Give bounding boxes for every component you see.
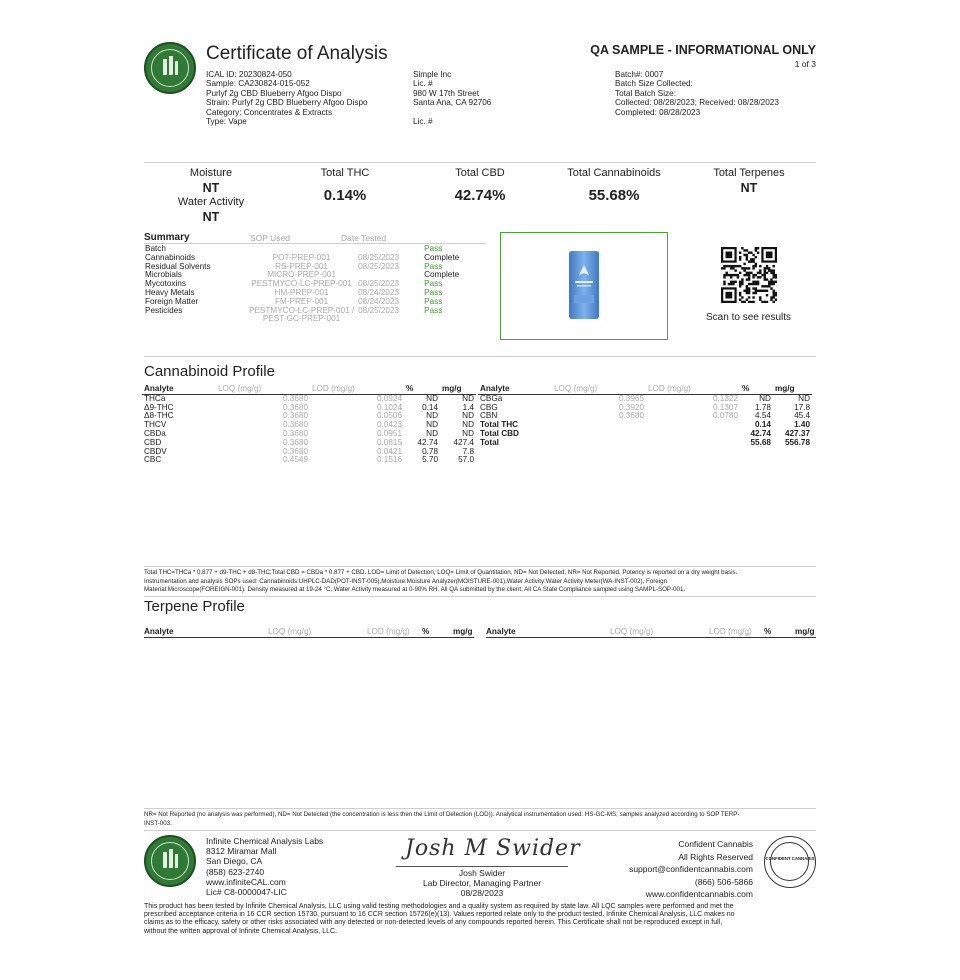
col-loq: LOQ (mg/g) [610, 627, 654, 636]
lod-cell [646, 421, 740, 430]
client-line: Santa Ana, CA 92706 [413, 98, 492, 108]
summary-result: Complete [424, 270, 460, 280]
client-line [413, 108, 491, 117]
total-cannabinoids-label: Total Cannabinoids [567, 167, 661, 179]
loq-cell: 0.3680 [282, 446, 308, 456]
summary-name [143, 315, 247, 324]
mgg-cell: 57.0 [458, 455, 474, 465]
disclaimer [144, 903, 816, 936]
product-box [569, 251, 599, 319]
total-cbd-label: Total CBD [455, 167, 505, 179]
loq-cell: 0.3920 [618, 402, 644, 412]
col-loq: LOQ (mg/g) [216, 385, 310, 394]
product-image [500, 232, 668, 340]
batch-line: Batch#: 0007 [615, 70, 664, 79]
analyte-cell: CBDV [144, 446, 167, 456]
percent-cell: 4.54 [755, 411, 771, 421]
divider [144, 566, 816, 567]
cannabinoid-table-left [142, 385, 476, 465]
divider [144, 830, 816, 831]
signer-title: Lab Director, Managing Partner [422, 878, 542, 888]
lab-line: www.infiniteCAL.com [206, 876, 286, 887]
lab-line: (858) 623-2740 [206, 866, 265, 877]
analyte-cell: CBN [480, 411, 498, 421]
lab-line: Lic# C8-0000047-LIC [206, 887, 287, 898]
total-thc-value: 0.14% [323, 187, 367, 204]
note-line: NR= Not Reported (no analysis was performed), ND= Not Detected (the concentration is less then the Limit of Detection (LOD)). Analytical instrumentation used: HS-GC-MS; samples analyzed according to SOP TERP- [144, 811, 740, 818]
terpene-header-right [486, 627, 816, 638]
percent-cell: ND [759, 393, 771, 403]
divider [144, 596, 816, 597]
cc-line: Confident Cannabis [678, 839, 753, 849]
loq-cell [552, 439, 646, 448]
water-activity-value: NT [202, 210, 220, 224]
lod-cell [646, 439, 740, 448]
mgg-cell: 17.8 [794, 402, 810, 412]
sample-line: Sample: CA230824-015-052 [206, 79, 310, 89]
loq-cell: 0.4549 [282, 455, 308, 465]
qr-caption: Scan to see results [706, 312, 792, 323]
col-loq: LOQ (mg/g) [268, 627, 312, 636]
seal-text: CONFIDENT CANNABIS [765, 856, 815, 861]
mgg-cell: 427.37 [784, 428, 810, 438]
terpene-header-left [144, 627, 474, 638]
loq-cell: 0.3680 [282, 420, 308, 430]
page-number: 1 of 3 [794, 59, 816, 69]
percent-cell: ND [426, 428, 438, 438]
sample-info [206, 70, 368, 126]
client-line: Lic. # [413, 117, 433, 127]
col-analyte: Analyte [478, 385, 552, 394]
col-loq: LOQ (mg/g) [552, 385, 646, 394]
summary-sop: POT-PREP-001 [272, 252, 331, 262]
analyte-cell: CBGa [480, 393, 503, 403]
percent-cell: 5.70 [422, 455, 438, 465]
cc-line[interactable]: support@confidentcannabis.com [629, 864, 753, 875]
percent-cell: 0.78 [422, 446, 438, 456]
col-lod: LOD (mg/g) [310, 385, 404, 394]
mgg-cell: 556.78 [784, 437, 810, 447]
percent-cell: 42.74 [417, 437, 438, 447]
sample-line: Purlyf 2g CBD Blueberry Afgoo Dispo [206, 88, 342, 98]
ical-logo [144, 42, 196, 94]
col-lod: LOD (mg/g) [709, 627, 752, 636]
summary-result: Pass [424, 279, 443, 289]
page-title: Certificate of Analysis [206, 43, 388, 64]
mgg-cell: ND [462, 411, 474, 421]
mgg-cell: ND [798, 393, 810, 403]
loq-cell: 0.3965 [618, 393, 644, 403]
nr-note [144, 811, 816, 828]
lod-cell: 0.1322 [712, 393, 738, 403]
summary-sop: FM-PREP-001 [274, 296, 329, 306]
cc-line[interactable]: www.confidentcannabis.com [645, 889, 753, 900]
batch-line: Completed: 08/28/2023 [615, 107, 701, 117]
loq-cell [552, 430, 646, 439]
lod-cell: 0.0780 [712, 411, 738, 421]
loq-cell: 0.3680 [282, 411, 308, 421]
loq-cell: 0.3680 [282, 437, 308, 447]
analyte-cell: THCa [144, 393, 166, 403]
note-line: INST-003. [144, 819, 172, 827]
analyte-cell: Δ8-THC [144, 411, 174, 421]
summary-date: 08/24/2023 [358, 287, 400, 297]
mgg-cell: 427.4 [453, 437, 474, 447]
disclaimer-line: This product has been tested by Infinite Chemical Analysis, LLC using valid testing methodologies and a quality system as required by state law. All LQC samples were performed and met the [144, 903, 734, 910]
mgg-cell: 1.4 [462, 402, 474, 412]
summary-result: Pass [424, 244, 443, 253]
note-line: Material:Microscope(FOREIGN-001). Density measured at 19-24 °C, Water Activity measured at 0-90% RH. All QA submitted by the client, All CA State Compliance sampled using SAMPL-SOP-001. [144, 586, 686, 593]
loq-cell: 0.3680 [282, 428, 308, 438]
lab-line: San Diego, CA [206, 856, 263, 867]
confident-cannabis-seal [764, 836, 816, 888]
table-row [142, 456, 476, 465]
signer-name: Josh Swider [458, 868, 506, 878]
lod-cell: 0.0423 [376, 420, 402, 430]
loq-cell: 0.3680 [282, 402, 308, 412]
lab-line: 8312 Miramar Mall [206, 846, 277, 857]
mgg-cell: 1.40 [794, 420, 810, 430]
percent-cell: ND [426, 411, 438, 421]
moisture-label: Moisture [189, 167, 233, 179]
note-line: Total THC=THCa * 0.877 + d9-THC + d8-THC;Total CBD = CBDa * 0.877 + CBD. LOD= Limit of Detection, LOQ= Limit of Quantitation, ND= Not Detected, NR= Not Reported. Potency is reported on a dry weight basis. [144, 569, 738, 576]
summary-name: Batch [145, 244, 166, 253]
lod-cell [646, 430, 740, 439]
lab-line: Infinite Chemical Analysis Labs [206, 836, 324, 846]
summary-name: Microbials [145, 270, 182, 280]
summary-name: Foreign Matter [145, 296, 199, 306]
cc-line: All Rights Reserved [678, 851, 753, 862]
summary-date: 08/25/2023 [358, 305, 400, 315]
client-line: Simple Inc [413, 70, 452, 79]
summary-date [356, 315, 422, 324]
mgg-cell: 7.8 [462, 446, 474, 456]
summary-result: Pass [424, 261, 443, 271]
water-activity-label: Water Activity [177, 196, 245, 208]
lod-cell: 0.1024 [376, 402, 402, 412]
summary-date: 08/24/2023 [358, 296, 400, 306]
sample-line: Category: Concentrates & Extracts [206, 107, 333, 117]
analyte-cell: CBG [480, 402, 498, 412]
total-terpenes-label: Total Terpenes [713, 167, 785, 179]
cannabinoid-title: Cannabinoid Profile [144, 363, 275, 380]
lod-cell: 0.0506 [376, 411, 402, 421]
summary-sop: PESTMYCO-LC-PREP-001 / [249, 305, 355, 315]
method-notes [144, 569, 816, 595]
loq-cell: 0.3680 [618, 411, 644, 421]
disclaimer-line: prescribed acceptance criteria in 16 CCR section 15730, pursuant to 16 CCR section 15726(e)(13). Values reported relate only to the product tested. Infinite Chemical Analysis, LLC makes no [144, 911, 735, 919]
summary-sop: MICRO-PREP-001 [267, 270, 336, 280]
summary-name: Residual Solvents [145, 261, 211, 271]
lod-cell: 0.0924 [376, 393, 402, 403]
sample-line: Strain: Purlyf 2g CBD Blueberry Afgoo Dispo [206, 98, 368, 108]
analyte-cell: Total CBD [480, 428, 519, 438]
batch-line: Total Batch Size: [615, 88, 676, 98]
client-line: 980 W 17th Street [413, 88, 479, 98]
col-pct: % [404, 385, 440, 394]
signer-info [396, 868, 568, 898]
mgg-cell: ND [462, 420, 474, 430]
total-cannabinoids-value: 55.68% [588, 187, 640, 204]
summary-date: 08/25/2023 [358, 261, 400, 271]
total-terpenes-value: NT [740, 181, 758, 195]
table-row [478, 439, 812, 448]
col-pct: % [422, 627, 430, 636]
batch-info [615, 70, 779, 117]
col-analyte: Analyte [144, 627, 174, 636]
disclaimer-line: without the written approval of Infinite Chemical Analysis, LLC. [144, 927, 337, 935]
mgg-cell: ND [462, 428, 474, 438]
analyte-cell: Total [480, 437, 499, 447]
ical-logo-footer [144, 835, 196, 887]
summary-date: 08/25/2023 [358, 279, 400, 289]
percent-cell: ND [426, 420, 438, 430]
analyte-cell: CBD [144, 437, 162, 447]
sample-line: Type: Vape [206, 117, 247, 127]
summary-sop: RS-PREP-001 [275, 261, 328, 271]
col-pct: % [740, 385, 773, 394]
percent-cell: ND [426, 393, 438, 403]
total-cbd-value: 42.74% [454, 187, 506, 204]
client-line: Lic. # [413, 79, 433, 89]
analyte-cell: CBDa [144, 428, 166, 438]
terpene-title: Terpene Profile [144, 598, 245, 615]
analyte-cell: CBC [144, 455, 162, 465]
col-mgg: mg/g [453, 627, 473, 636]
signer-date: 08/28/2023 [460, 888, 504, 898]
summary-result: Complete [424, 252, 460, 262]
summary-result: Pass [424, 296, 443, 306]
batch-line: Batch Size Collected: [615, 79, 693, 89]
moisture-value: NT [202, 181, 220, 195]
summary-table [143, 245, 486, 324]
cc-line: (866) 506-5866 [694, 876, 753, 887]
loq-cell: 0.3680 [282, 393, 308, 403]
summary-name: Mycotoxins [145, 279, 186, 289]
summary-result: Pass [424, 287, 443, 297]
disclaimer-line: claims as to the efficacy, safety or other risks associated with any detected or non-detected levels of any compounds reported herein. This Certificate shall not be reproduced except in full, [144, 919, 723, 927]
summary-sop: HM-PREP-001 [274, 287, 329, 297]
percent-cell: 42.74 [750, 428, 771, 438]
summary-title: Summary [144, 232, 190, 243]
col-lod: LOD (mg/g) [646, 385, 740, 394]
analyte-cell: THCV [144, 420, 167, 430]
percent-cell: 55.68 [750, 437, 771, 447]
divider [144, 808, 816, 809]
note-line: Instrumentation and analysis SOPs used: Cannabinoids:UHPLC-DAD(POT-INST-005),Moisture:Moisture Analyzer(MOISTURE-001),Water Activity:Water Activity Meter(WA-INST-002), Foreign [144, 577, 668, 585]
summary-sop: PESTMYCO-LC-PREP-001 [251, 279, 352, 289]
sample-line: ICAL ID: 20230824-050 [206, 70, 292, 79]
sop-header: SOP Used [250, 233, 291, 243]
mgg-cell: ND [462, 393, 474, 403]
summary-name: Cannabinoids [145, 252, 196, 262]
mgg-cell: 45.4 [794, 411, 810, 421]
summary-result: Pass [424, 305, 443, 315]
summary-sop: PEST-GC-PREP-001 [262, 314, 341, 324]
lod-cell: 0.1307 [712, 402, 738, 412]
col-analyte: Analyte [142, 385, 216, 394]
summary-date: 08/25/2023 [358, 252, 400, 262]
cc-contact [606, 838, 753, 901]
lod-cell: 0.0815 [376, 437, 402, 447]
col-lod: LOD (mg/g) [367, 627, 410, 636]
lod-cell: 0.0421 [376, 446, 402, 456]
col-mgg: mg/g [795, 627, 815, 636]
percent-cell: 1.78 [755, 402, 771, 412]
date-header: Date Tested [341, 233, 387, 243]
signature: Josh M Swider [405, 836, 581, 861]
summary-name: Heavy Metals [145, 287, 195, 297]
col-analyte: Analyte [486, 627, 516, 636]
loq-cell [552, 421, 646, 430]
col-pct: % [764, 627, 772, 636]
total-thc-label: Total THC [320, 167, 370, 179]
qr-code[interactable] [721, 247, 777, 303]
analyte-cell: Total THC [480, 420, 519, 430]
qa-label: QA SAMPLE - INFORMATIONAL ONLY [590, 43, 816, 57]
cannabinoid-table-right [478, 385, 812, 448]
percent-cell: 0.14 [755, 420, 771, 430]
lod-cell: 0.1516 [376, 455, 402, 465]
col-mgg: mg/g [440, 385, 476, 394]
summary-result [422, 315, 486, 324]
col-mgg: mg/g [773, 385, 812, 394]
signature-line [396, 866, 568, 867]
lab-contact [206, 836, 323, 897]
lod-cell: 0.0951 [376, 428, 402, 438]
divider [144, 162, 816, 163]
divider [144, 356, 816, 357]
analyte-cell: Δ9-THC [144, 402, 174, 412]
client-info [413, 70, 491, 126]
summary-name: Pesticides [145, 305, 183, 315]
summary-row [143, 315, 486, 324]
batch-line: Collected: 08/28/2023; Received: 08/28/2023 [615, 98, 779, 108]
percent-cell: 0.14 [422, 402, 438, 412]
